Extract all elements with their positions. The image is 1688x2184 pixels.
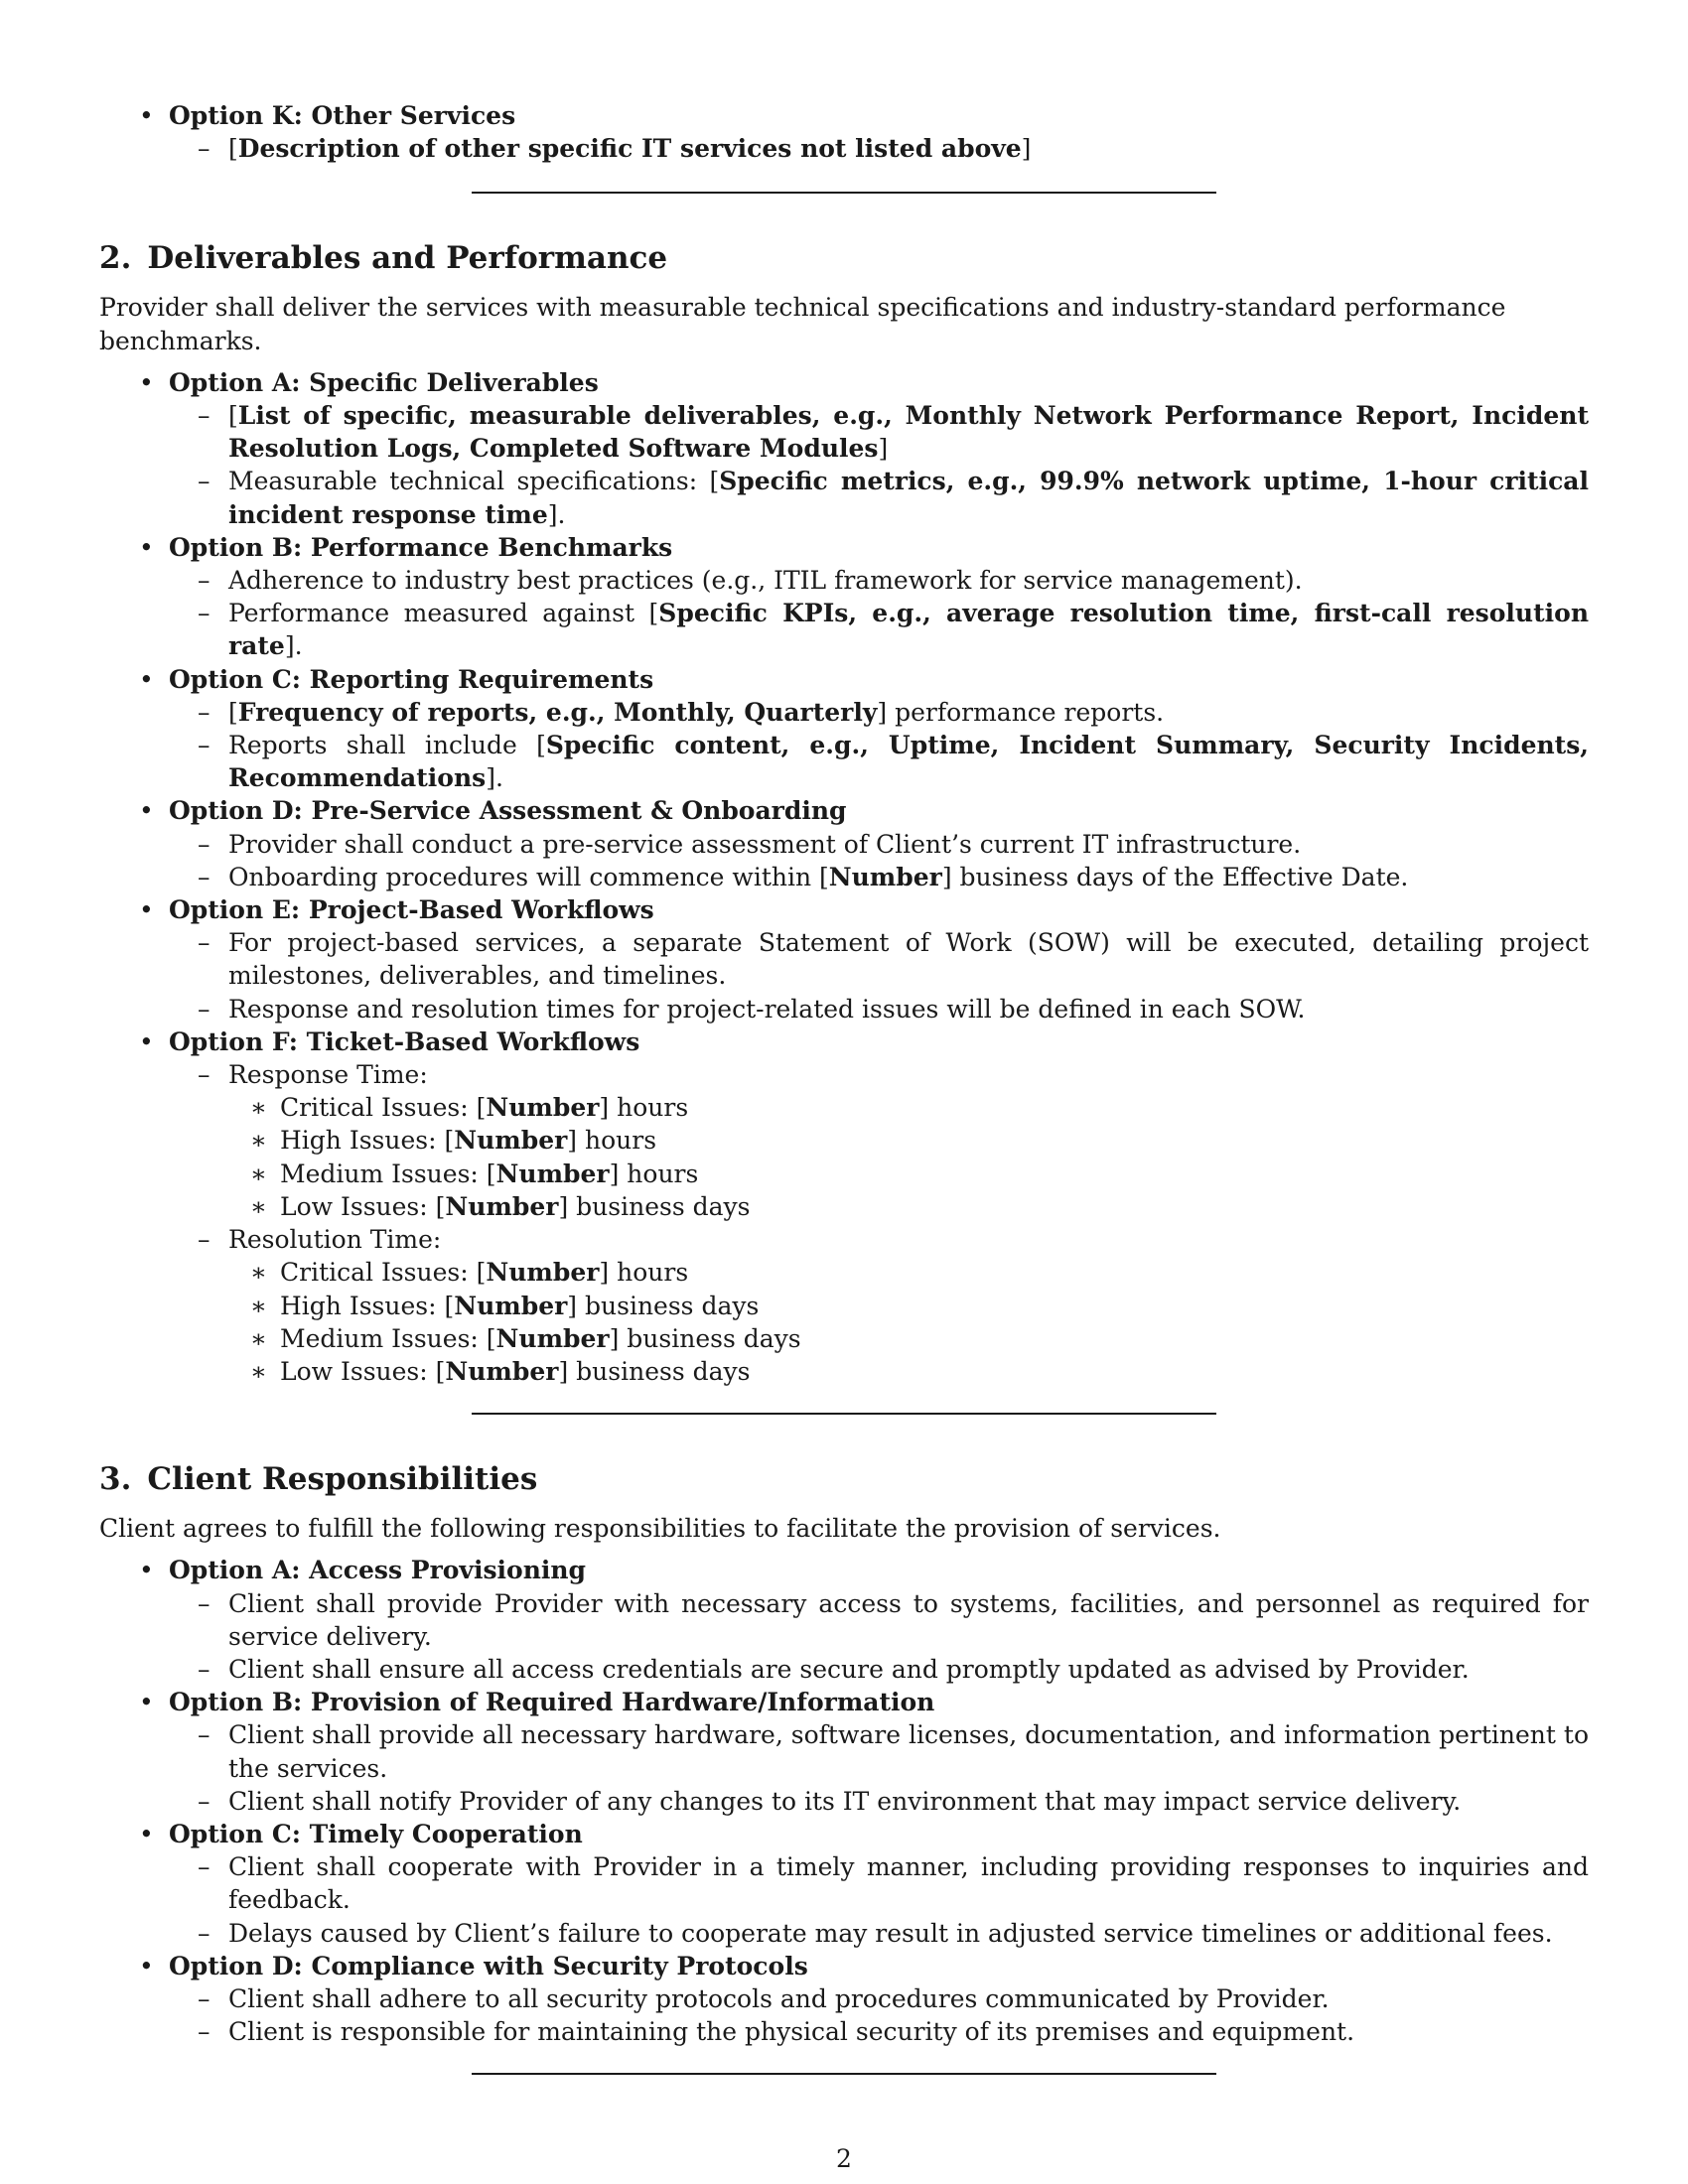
bullet-dot: • [139, 101, 154, 130]
option-e-project-workflows [99, 893, 1589, 926]
list-item [99, 2015, 1589, 2048]
list-item [99, 1718, 1589, 1784]
list-item [99, 926, 1589, 992]
issue-label: Medium Issues: [280, 1323, 487, 1353]
page-number: 2 [836, 2144, 852, 2173]
placeholder-text: Number [454, 1291, 568, 1320]
dash-marker: – [198, 134, 211, 164]
list-item [99, 1917, 1589, 1950]
option-title: Option F: Ticket-Based Workflows [169, 1026, 640, 1056]
option-title: Option B: Provision of Required Hardware/Information [169, 1688, 935, 1717]
issue-unit: business days [568, 1191, 751, 1221]
section-heading-deliverables [99, 238, 1589, 278]
item-text: Reports shall include [228, 731, 537, 760]
list-item [99, 993, 1589, 1025]
item-text: Client shall ensure all access credentials are secure and promptly updated as advised by Provider. [228, 1654, 1470, 1684]
resolution-time-medium: ∗ Medium Issues: [Number] business days [99, 1322, 1589, 1355]
issue-label: Medium Issues: [280, 1159, 487, 1188]
section-divider [472, 1413, 1216, 1415]
placeholder-text: Number [495, 1323, 610, 1353]
dash-marker: – [198, 2017, 211, 2047]
issue-label: High Issues: [280, 1291, 445, 1320]
dash-marker: – [198, 731, 211, 760]
asterisk-marker: ∗ [250, 1191, 267, 1221]
item-text: Resolution Time: [228, 1225, 442, 1255]
issue-unit: hours [577, 1126, 657, 1156]
option-title: Option D: Pre-Service Assessment & Onboarding [169, 796, 847, 826]
dash-marker: – [198, 1720, 211, 1750]
list-item: – Onboarding procedures will commence within [Number] business days of the Effective Date. [99, 861, 1589, 893]
placeholder-text: Number [445, 1356, 559, 1386]
option-title: Option A: Specific Deliverables [169, 367, 599, 397]
list-item [99, 1785, 1589, 1818]
list-item: – Performance measured against [Specific KPIs, e.g., average resolution time, first-call resolution rate]. [198, 599, 1590, 661]
dash-marker: – [198, 467, 211, 496]
placeholder-text: Number [486, 1258, 600, 1288]
list-item: – Reports shall include [Specific content, e.g., Uptime, Incident Summary, Security Incidents, Recommendations]. [198, 731, 1589, 793]
list-item [99, 564, 1589, 597]
placeholder-text: Number [828, 862, 942, 891]
item-text: Client shall cooperate with Provider in a timely manner, including providing responses to inquiries and feedback. [228, 1852, 1589, 1915]
bullet-dot: • [139, 1688, 154, 1717]
dash-marker: – [198, 1588, 211, 1618]
placeholder-text: Specific KPIs, e.g., average resolution time, first-call resolution rate [228, 599, 1590, 661]
issue-label: Critical Issues: [280, 1258, 477, 1288]
dash-marker: – [198, 829, 211, 859]
option-c-cooperation [99, 1818, 1589, 1850]
option-title: Option C: Timely Cooperation [169, 1819, 583, 1848]
list-item [99, 1653, 1589, 1686]
option-c-reporting [99, 663, 1589, 696]
option-title: Option B: Performance Benchmarks [169, 532, 673, 562]
item-text: Client shall adhere to all security protocols and procedures communicated by Provider. [228, 1983, 1330, 2013]
asterisk-marker: ∗ [250, 1126, 267, 1156]
option-k [99, 99, 1589, 132]
list-item [99, 1587, 1589, 1653]
option-title: Option D: Compliance with Security Protocols [169, 1951, 808, 1980]
dash-marker: – [198, 599, 211, 628]
item-text: performance reports. [887, 697, 1165, 727]
list-item [99, 1850, 1589, 1916]
item-text: Client shall provide all necessary hardware, software licenses, documentation, and information pertinent to the services. [228, 1720, 1589, 1783]
response-time-critical: ∗ Critical Issues: [Number] hours [99, 1091, 1589, 1124]
asterisk-marker: ∗ [250, 1258, 267, 1288]
bullet-dot: • [139, 664, 154, 694]
placeholder-text: Number [495, 1159, 610, 1188]
asterisk-marker: ∗ [250, 1356, 267, 1386]
item-text: Response and resolution times for project-related issues will be defined in each SOW. [228, 994, 1306, 1024]
asterisk-marker: ∗ [250, 1291, 267, 1320]
section-heading-client-responsibilities [99, 1459, 1589, 1499]
section-intro: Client agrees to fulfill the following responsibilities to facilitate the provision of services. [99, 1514, 1221, 1544]
option-b-benchmarks [99, 531, 1589, 564]
list-item [99, 1982, 1589, 2015]
bullet-dot: • [139, 1556, 154, 1585]
option-title: Option C: Reporting Requirements [169, 664, 654, 694]
resolution-time-high: ∗ High Issues: [Number] business days [99, 1290, 1589, 1322]
section-number: 2. [99, 240, 132, 277]
section-title: Deliverables and Performance [147, 240, 668, 277]
item-text: business days of the Effective Date. [951, 862, 1409, 891]
dash-marker: – [198, 1852, 211, 1882]
option-title: Option E: Project-Based Workflows [169, 895, 654, 925]
section-title: Client Responsibilities [147, 1461, 538, 1498]
item-text: Performance measured against [228, 599, 649, 628]
option-a-access [99, 1554, 1589, 1586]
placeholder-text: List of specific, measurable deliverables, e.g., Monthly Network Performance Report, Incident Resolution Logs, Completed Software Modules [228, 401, 1589, 464]
option-d-onboarding [99, 794, 1589, 827]
placeholder-text: Number [445, 1191, 559, 1221]
dash-marker: – [198, 401, 211, 431]
issue-unit: hours [609, 1258, 689, 1288]
list-item [99, 828, 1589, 861]
item-text: Measurable technical specifications: [228, 467, 710, 496]
section-divider [472, 2073, 1216, 2075]
list-item: – Measurable technical specifications: [Specific metrics, e.g., 99.9% network uptime, 1-hour critical incident response time]. [198, 467, 1589, 529]
bullet-dot: • [139, 532, 154, 562]
response-time-high: ∗ High Issues: [Number] hours [99, 1124, 1589, 1157]
document-page [99, 99, 1589, 2075]
item-text: Client shall notify Provider of any changes to its IT environment that may impact service delivery. [228, 1786, 1462, 1816]
dash-marker: – [198, 1060, 211, 1090]
dash-marker: – [198, 566, 211, 596]
section-number: 3. [99, 1461, 132, 1498]
dash-marker: – [198, 1918, 211, 1948]
option-b-hardware [99, 1686, 1589, 1718]
option-title: Option K: Other Services [169, 101, 516, 130]
item-text: Delays caused by Client’s failure to cooperate may result in adjusted service timelines or additional fees. [228, 1918, 1553, 1948]
issue-label: High Issues: [280, 1126, 445, 1156]
issue-unit: business days [619, 1323, 801, 1353]
item-text: Onboarding procedures will commence within [228, 862, 820, 891]
issue-unit: hours [609, 1093, 689, 1123]
option-f-ticket-workflows [99, 1025, 1589, 1058]
resolution-time-label [99, 1223, 1589, 1256]
bullet-dot: • [139, 796, 154, 826]
placeholder-text: Frequency of reports, e.g., Monthly, Quarterly [237, 697, 878, 727]
item-text: Adherence to industry best practices (e.g., ITIL framework for service management). [228, 566, 1303, 596]
issue-label: Low Issues: [280, 1191, 436, 1221]
asterisk-marker: ∗ [250, 1159, 267, 1188]
dash-marker: – [198, 994, 211, 1024]
response-time-low: ∗ Low Issues: [Number] business days [99, 1190, 1589, 1223]
option-title: Option A: Access Provisioning [169, 1556, 587, 1585]
placeholder-text: Number [486, 1093, 600, 1123]
resolution-time-critical: ∗ Critical Issues: [Number] hours [99, 1256, 1589, 1289]
issue-unit: business days [568, 1356, 751, 1386]
response-time-label [99, 1058, 1589, 1091]
dash-marker: – [198, 1786, 211, 1816]
placeholder-text: Description of other specific IT services not listed above [237, 134, 1022, 164]
dash-marker: – [198, 1983, 211, 2013]
placeholder-text: Specific metrics, e.g., 99.9% network uptime, 1-hour critical incident response time [228, 467, 1589, 529]
list-item: – [List of specific, measurable deliverables, e.g., Monthly Network Performance Report, Incident Resolution Logs, Completed Software Modules] [198, 401, 1589, 464]
placeholder-text: Specific content, e.g., Uptime, Incident Summary, Security Incidents, Recommendations [228, 731, 1589, 793]
dash-marker: – [198, 1654, 211, 1684]
placeholder-text: Number [454, 1126, 568, 1156]
response-time-medium: ∗ Medium Issues: [Number] hours [99, 1158, 1589, 1190]
bullet-dot: • [139, 1819, 154, 1848]
option-k-item: – [Description of other specific IT services not listed above] [99, 132, 1589, 165]
dash-marker: – [198, 697, 211, 727]
dash-marker: – [198, 928, 211, 958]
asterisk-marker: ∗ [250, 1093, 267, 1123]
bullet-dot: • [139, 1951, 154, 1980]
item-text: Client is responsible for maintaining the physical security of its premises and equipment. [228, 2017, 1355, 2047]
option-d-security [99, 1950, 1589, 1982]
bullet-dot: • [139, 367, 154, 397]
section-divider [472, 192, 1216, 194]
issue-unit: hours [619, 1159, 699, 1188]
resolution-time-low: ∗ Low Issues: [Number] business days [99, 1355, 1589, 1388]
option-a-deliverables [99, 366, 1589, 399]
asterisk-marker: ∗ [250, 1323, 267, 1353]
bullet-dot: • [139, 1026, 154, 1056]
bullet-dot: • [139, 895, 154, 925]
item-text: Response Time: [228, 1060, 428, 1090]
item-text: Provider shall conduct a pre-service assessment of Client’s current IT infrastructure. [228, 829, 1302, 859]
issue-label: Critical Issues: [280, 1093, 477, 1123]
item-text: Client shall provide Provider with necessary access to systems, facilities, and personnel as required for service delivery. [228, 1588, 1589, 1651]
issue-unit: business days [577, 1291, 760, 1320]
issue-label: Low Issues: [280, 1356, 436, 1386]
item-text: For project-based services, a separate Statement of Work (SOW) will be executed, detailing project milestones, deliverables, and timelines. [228, 928, 1589, 991]
section-intro: Provider shall deliver the services with measurable technical specifications and industry-standard performance benchmarks. [99, 293, 1506, 355]
dash-marker: – [198, 862, 211, 891]
list-item: – [Frequency of reports, e.g., Monthly, Quarterly] performance reports. [99, 696, 1589, 729]
dash-marker: – [198, 1225, 211, 1255]
